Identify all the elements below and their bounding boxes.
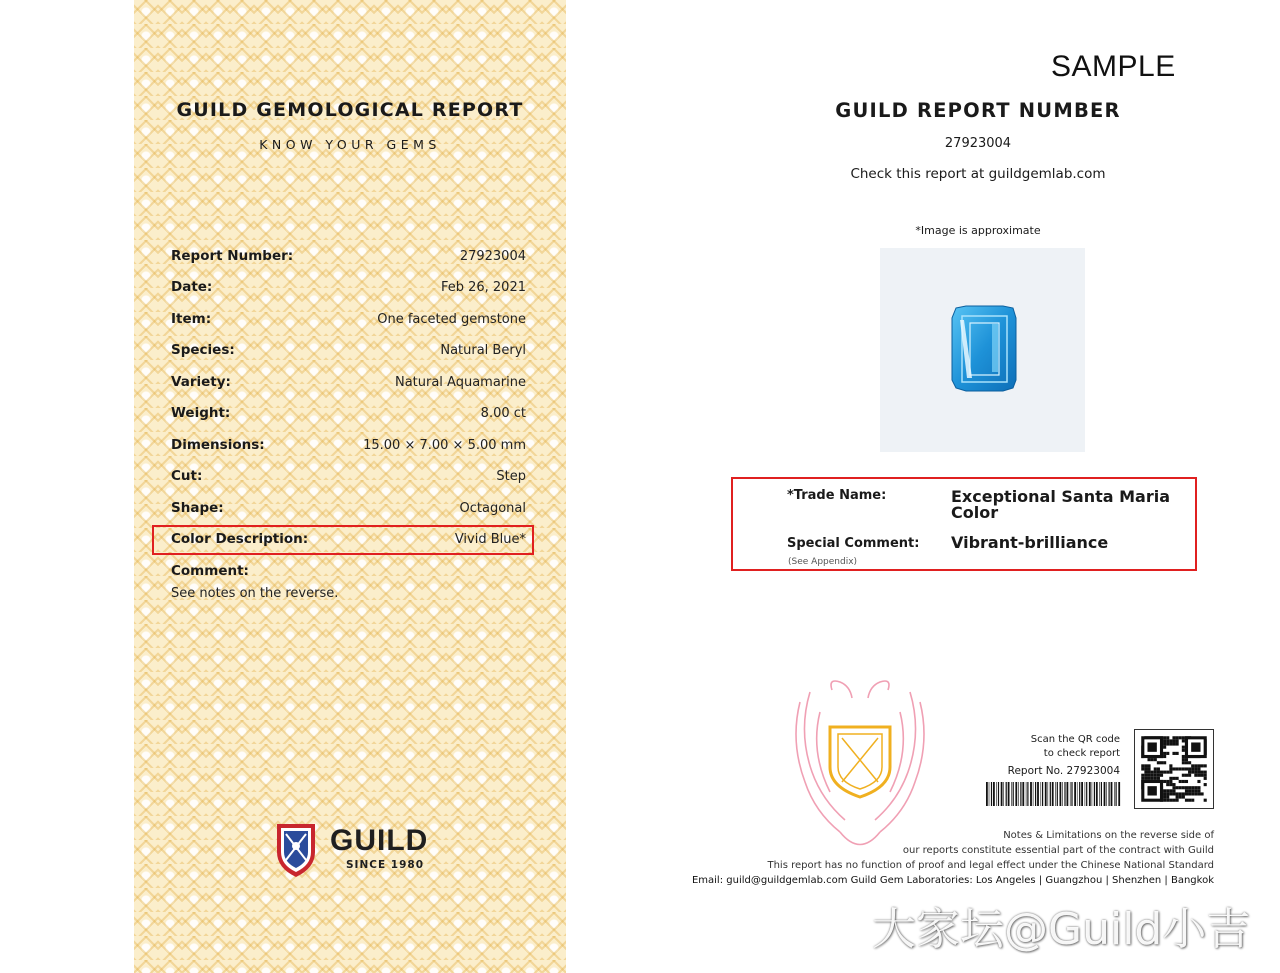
image-note: *Image is approximate (915, 224, 1041, 237)
field-value: Octagonal (459, 500, 526, 516)
report-no-line: Report No. 27923004 (1007, 765, 1120, 777)
field-value: Vivid Blue* (454, 531, 526, 547)
field-label: Date: (171, 279, 213, 295)
trade-name-label: *Trade Name: (787, 488, 887, 503)
special-comment-label: Special Comment: (787, 536, 920, 551)
contact-footer: Email: guild@guildgemlab.com Guild Gem Laboratories: Los Angeles | Guangzhou | Shenzhen | Bangkok (691, 875, 1214, 886)
sample-label: SAMPLE (1051, 50, 1176, 83)
report-tagline: KNOW YOUR GEMS (259, 137, 441, 152)
field-shape (171, 498, 526, 518)
notes-line: This report has no function of proof and legal effect under the Chinese National Standard (767, 860, 1214, 871)
field-value: Natural Aquamarine (394, 374, 526, 390)
field-cut (171, 466, 526, 486)
field-weight (171, 403, 526, 423)
trade-name-value: Exceptional Santa Maria Color (951, 487, 1171, 522)
guild-wordmark: GUILD (330, 824, 429, 857)
field-value: One faceted gemstone (377, 311, 526, 327)
field-comment (171, 561, 526, 581)
field-report-number (171, 246, 526, 266)
gemstone-photo (880, 248, 1085, 452)
field-value: Step (496, 468, 526, 484)
scan-line-2: to check report (1043, 748, 1120, 759)
field-value: 8.00 ct (480, 405, 526, 421)
field-variety (171, 372, 526, 392)
guild-logo (274, 820, 434, 880)
field-value: Feb 26, 2021 (440, 279, 526, 295)
qr-code-icon[interactable] (1134, 729, 1214, 809)
see-appendix-note: (See Appendix) (788, 557, 858, 567)
field-color-description (171, 529, 526, 549)
field-label: Shape: (171, 500, 224, 516)
report-number-title: GUILD REPORT NUMBER (835, 99, 1121, 122)
field-item (171, 309, 526, 329)
barcode-icon (986, 782, 1121, 806)
forum-watermark: 大家坛@Guild小吉 (872, 904, 1251, 955)
notes-line: our reports constitute essential part of the contract with Guild (902, 845, 1214, 856)
field-species (171, 340, 526, 360)
field-label: Species: (171, 342, 235, 358)
field-label: Variety: (171, 374, 231, 390)
report-number: 27923004 (944, 136, 1012, 151)
field-label: Weight: (171, 405, 231, 421)
field-date (171, 277, 526, 297)
field-label: Report Number: (171, 248, 294, 264)
shield-icon (274, 820, 318, 880)
field-label: Comment: (171, 563, 249, 579)
gemstone-icon (880, 248, 1085, 452)
notes-limitations (700, 828, 1214, 873)
field-value: 27923004 (459, 248, 526, 264)
field-label: Dimensions: (171, 437, 265, 453)
verify-link-text: Check this report at guildgemlab.com (850, 166, 1106, 182)
special-comment-value: Vibrant-brilliance (951, 533, 1109, 552)
comment-text: See notes on the reverse. (171, 586, 339, 601)
field-value: Natural Beryl (440, 342, 526, 358)
scan-instructions (940, 733, 1120, 761)
field-label: Color Description: (171, 531, 309, 547)
field-label: Item: (171, 311, 212, 327)
field-value: 15.00 × 7.00 × 5.00 mm (363, 437, 526, 453)
report-front-panel (134, 0, 566, 973)
field-dimensions (171, 435, 526, 455)
guild-since: SINCE 1980 (346, 859, 425, 871)
report-title: GUILD GEMOLOGICAL REPORT (176, 99, 524, 121)
field-label: Cut: (171, 468, 203, 484)
notes-line: Notes & Limitations on the reverse side of (1003, 830, 1214, 841)
scan-line-1: Scan the QR code (1030, 734, 1120, 745)
